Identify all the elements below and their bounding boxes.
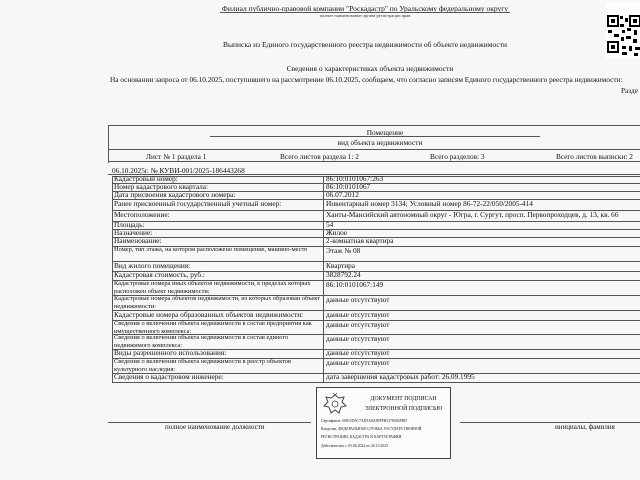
- table-row-label: Назначение:: [114, 228, 153, 237]
- position-caption: полное наименование должности: [165, 423, 265, 431]
- table-row-value: 86:10:0101067:149: [326, 280, 384, 289]
- table-row-value: данные отсутствуют: [326, 295, 390, 304]
- e-signature-stamp: [316, 387, 451, 459]
- org-name: Филиал публично-правовой компании "Роскадастр" по Уральскому федеральному округу: [221, 4, 509, 13]
- table-row-value: Этаж № 08: [326, 246, 361, 255]
- table-row-value: данные отсутствуют: [326, 320, 390, 329]
- date-number: 06.10.2025г. № КУВИ-001/2025-186443268: [112, 166, 245, 175]
- table-row-value: 86:10:0101067: [326, 182, 371, 191]
- head-bottom-border: [108, 161, 640, 162]
- table-row-value: Жилое: [326, 228, 348, 237]
- object-type-underline: [210, 136, 540, 137]
- table-row-label: Кадастровый номер:: [114, 174, 178, 183]
- document-title: Выписка из Единого государственного реестра недвижимости об объекте недвижимости: [222, 40, 508, 49]
- table-row-value: данные отсутствуют: [326, 334, 390, 343]
- table-row-value: дата завершения кадастровых работ: 26.09.1995: [326, 372, 475, 381]
- table-row-value: данные отсутствуют: [326, 310, 390, 319]
- table-row-label: Наименование:: [114, 236, 162, 245]
- table-row-label: Сведения о включении объекта недвижимости в реестр объектов культурного наследия:: [114, 358, 292, 373]
- section-title: Сведения о характеристиках объекта недвижимости: [286, 64, 454, 73]
- table-row-value: Ханты-Мансийский автономный округ - Югра, г. Сургут, просп. Первопроходцев, д. 13, кв. 66: [326, 210, 619, 219]
- total-sheets-section: Всего листов раздела 1: 2: [280, 152, 359, 161]
- qr-code-icon: [606, 2, 640, 58]
- table-row-label: Сведения о включении объекта недвижимости в состав единого недвижимого комплекса:: [114, 334, 289, 349]
- org-underline: [220, 12, 510, 13]
- razdel-label: Разде: [621, 86, 638, 95]
- table-left-border: [112, 176, 113, 382]
- table-row-label: Дата присвоения кадастрового номера:: [114, 190, 236, 199]
- table-row-label: Местоположение:: [114, 210, 170, 219]
- table-row-label: Кадастровые номера иных объектов недвижимости, в пределах которых расположен объект недвижимости:: [114, 280, 311, 295]
- stamp-cert: Сертификат: 00815D5C7AD5A8A89FFB5376904FBD: [321, 419, 407, 423]
- table-row-label: Сведения о включении объекта недвижимости в состав предприятия как имущественного комплекса:: [114, 320, 312, 335]
- table-row-label: Вид жилого помещения:: [114, 261, 191, 270]
- table-mid-border: [323, 176, 324, 382]
- table-row-label: Кадастровая стоимость, руб.:: [114, 270, 205, 279]
- table-row-value: данные отсутствуют: [326, 358, 390, 367]
- stamp-owner: Владелец: ФЕДЕРАЛЬНАЯ СЛУЖБА ГОСУДАРСТВЕННОЙ: [321, 427, 422, 431]
- table-row-value: 86:10:0101067:263: [326, 174, 384, 183]
- table-row-label: Площадь:: [114, 220, 145, 229]
- object-type-caption: вид объекта недвижимости: [337, 138, 423, 147]
- table-row-value: 54: [326, 220, 334, 229]
- table-row-value: Квартира: [326, 261, 355, 270]
- name-caption: инициалы, фамилия: [555, 423, 615, 431]
- head-left-border: [108, 125, 109, 163]
- table-row-border: [112, 382, 640, 383]
- total-sections: Всего разделов: 3: [430, 152, 485, 161]
- table-row-value: Инвентарный номер 3134; Условный номер 86-72-22/050/2005-414: [326, 199, 533, 208]
- sheet-number: Лист № 1 раздела 1: [146, 152, 207, 161]
- table-row-value: 3828792.24: [326, 270, 361, 279]
- stamp-line1: ДОКУМЕНТ ПОДПИСАН: [370, 396, 437, 402]
- stamp-line2: ЭЛЕКТРОННОЙ ПОДПИСЬЮ: [364, 406, 443, 412]
- total-sheets-doc: Всего листов выписки: 2: [556, 152, 633, 161]
- object-type: Помещение: [366, 128, 404, 137]
- table-row-label: Номер, тип этажа, на котором расположено помещение, машино-место: [114, 246, 308, 253]
- table-row-label: Ранее присвоенный государственный учетный номер:: [114, 199, 282, 208]
- head-mid-border: [108, 149, 640, 150]
- org-caption: полное наименование органа регистрации прав: [319, 13, 411, 18]
- table-row-value: 06.07.2012: [326, 190, 359, 199]
- table-row-label: Виды разрешенного использования:: [114, 348, 227, 357]
- table-row-value: данные отсутствуют: [326, 348, 390, 357]
- table-row-label: Кадастровые номера объектов недвижимости, из которых образован объект недвижимости:: [114, 295, 321, 310]
- basis-text: На основании запроса от 06.10.2025, поступившего на рассмотрение 06.10.2025, сообщаем, что согласно записям Единого государственного реестра недвижимости:: [110, 75, 623, 84]
- stamp-owner2: РЕГИСТРАЦИИ, КАДАСТРА И КАРТОГРАФИИ: [321, 435, 402, 439]
- table-row-label: Кадастровые номера образованных объектов недвижимости:: [114, 310, 304, 319]
- table-row-label: Номер кадастрового квартала:: [114, 182, 209, 191]
- table-row-value: 2-комнатная квартира: [326, 236, 394, 245]
- head-top-border: [108, 125, 640, 126]
- table-row-label: Сведения о кадастровом инженере:: [114, 372, 224, 381]
- stamp-valid: Действителен: с 05.06.2024 по 26.10.2025: [321, 444, 389, 448]
